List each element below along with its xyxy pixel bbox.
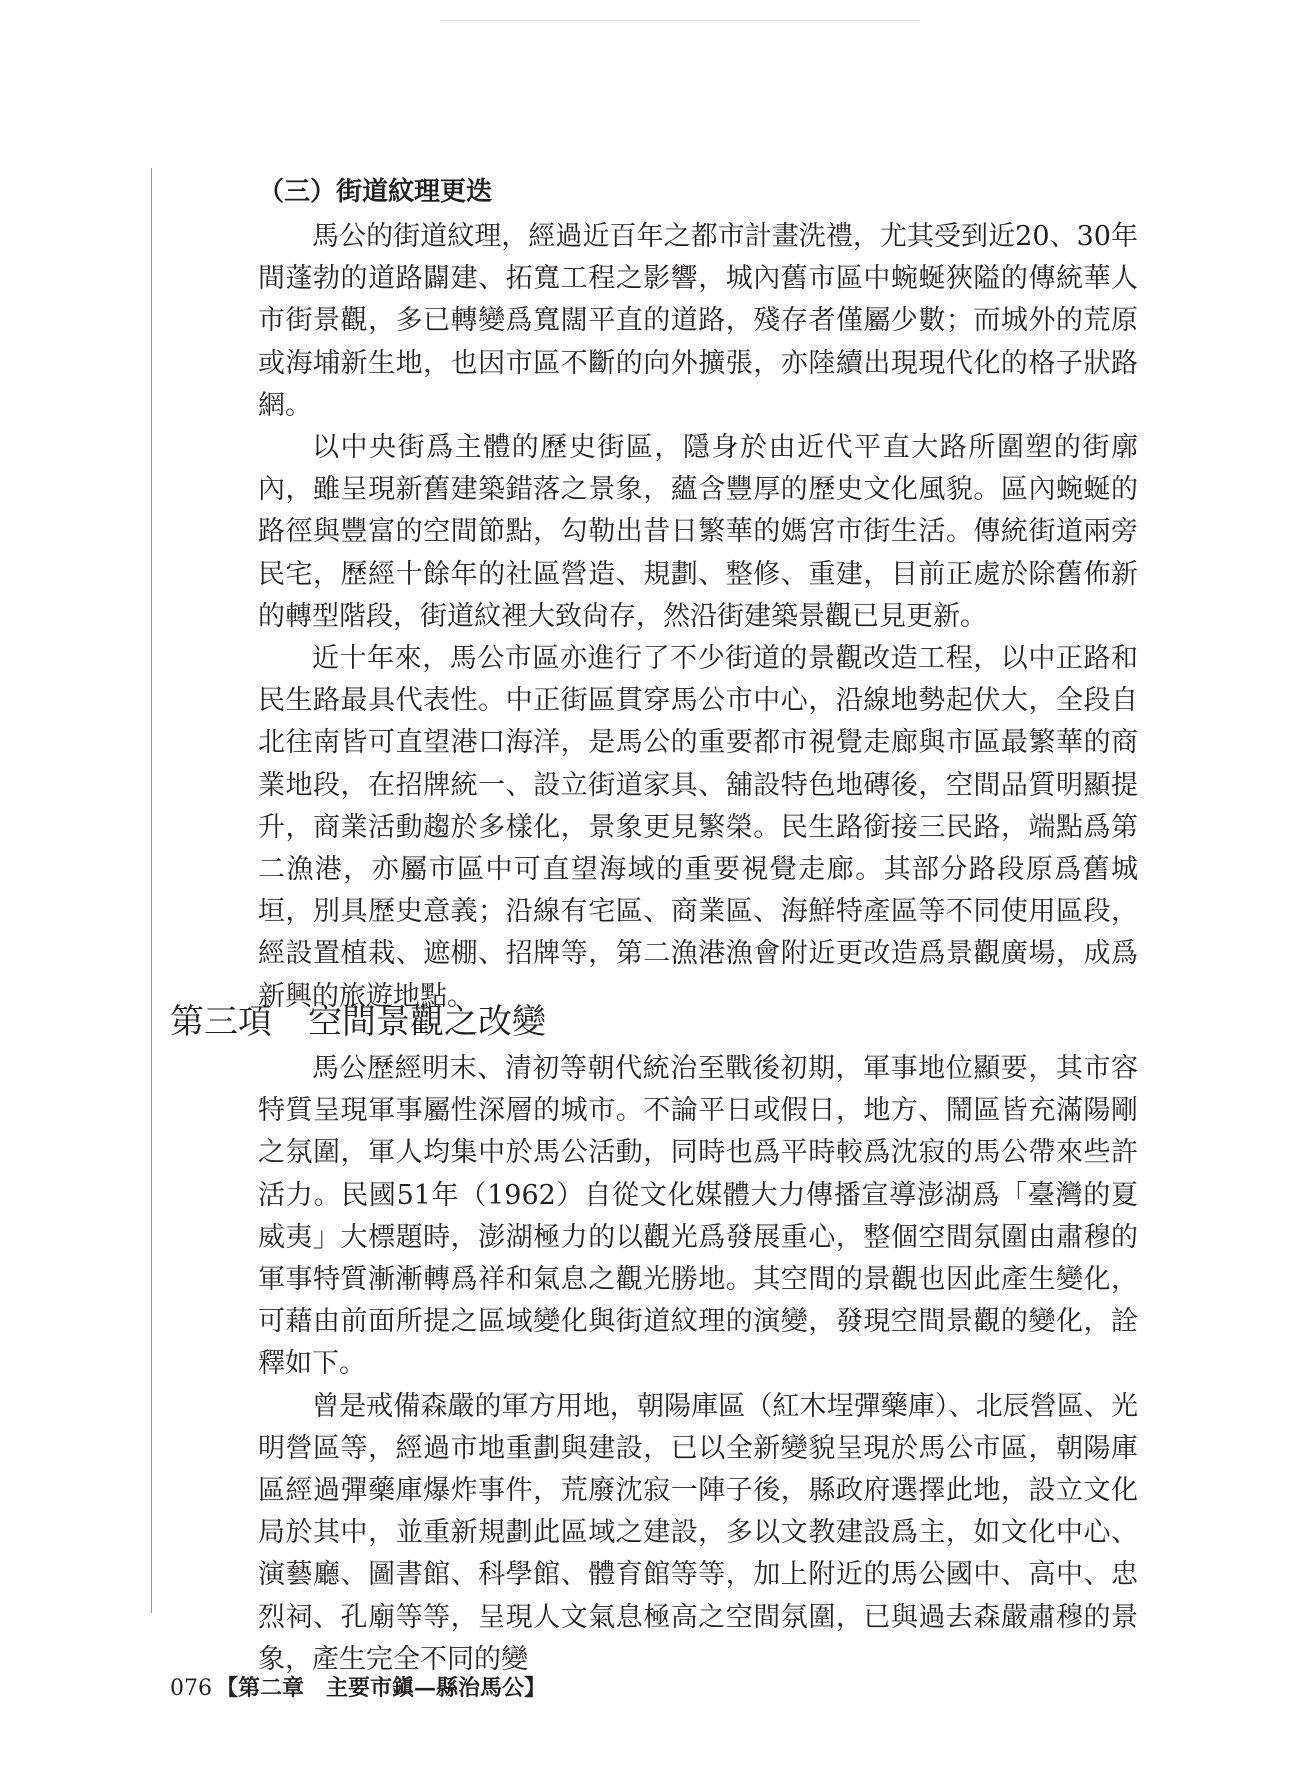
section-title: 空間景觀之改變 [308, 1002, 546, 1042]
section-label: 第三項 [170, 1002, 272, 1042]
body-paragraph: 馬公歷經明末、清初等朝代統治至戰後初期，軍事地位顯要，其市容特質呈現軍事屬性深層的城市。不論平日或假日，地方、鬧區皆充滿陽剛之氛圍，軍人均集中於馬公活動，同時也爲平時較爲沈寂的馬公帶來些許活力。民國51年（1962）自從文化媒體大力傳播宣導澎湖爲「臺灣的夏威夷」大標題時，澎湖極力的以觀光爲發展重心，整個空間氛圍由肅穆的軍事特質漸漸轉爲祥和氣息之觀光勝地。其空間的景觀也因此產生變化，可藉由前面所提之區域變化與街道紋理的演變，發現空間景觀的變化，詮釋如下。 [258, 1053, 1138, 1380]
section-heading [170, 998, 546, 1046]
section-body [258, 1048, 1138, 1681]
subsection-heading: （三）街道紋理更迭 [258, 177, 493, 207]
subsection-body [258, 216, 1138, 1018]
chapter-title: 【第二章 主要市鎭—縣治馬公】 [216, 1675, 547, 1701]
body-paragraph: 曾是戒備森嚴的軍方用地，朝陽庫區（紅木埕彈藥庫）、北辰營區、光明營區等，經過市地重劃與建設，已以全新變貌呈現於馬公市區，朝陽庫區經過彈藥庫爆炸事件，荒廢沈寂一陣子後，縣政府選擇此地，設立文化局於其中，並重新規劃此區域之建設，多以文教建設爲主，如文化中心、演藝廳、圖書館、科學館、體育館等等，加上附近的馬公國中、高中、忠烈祠、孔廟等等，呈現人文氣息極高之空間氛圍，已與過去森嚴肅穆的景象，產生完全不同的變 [258, 1390, 1138, 1675]
header-rule [440, 20, 920, 21]
page-footer [170, 1672, 546, 1705]
margin-rule [151, 168, 152, 1613]
body-paragraph: 馬公的街道紋理，經過近百年之都市計畫洗禮，尤其受到近20、30年間蓬勃的道路闢建、拓寬工程之影響，城內舊市區中蜿蜒狹隘的傳統華人市街景觀，多已轉變爲寬闊平直的道路，殘存者僅屬少數；而城外的荒原或海埔新生地，也因市區不斷的向外擴張，亦陸續出現現代化的格子狀路網。 [258, 221, 1138, 421]
page-number: 076 [170, 1676, 212, 1701]
body-paragraph: 近十年來，馬公市區亦進行了不少街道的景觀改造工程，以中正路和民生路最具代表性。中正街區貫穿馬公市中心，沿線地勢起伏大，全段自北往南皆可直望港口海洋，是馬公的重要都市視覺走廊與市區最繁華的商業地段，在招牌統一、設立街道家具、舖設特色地磚後，空間品質明顯提升，商業活動趨於多樣化，景象更見繁榮。民生路銜接三民路，端點爲第二漁港，亦屬市區中可直望海域的重要視覺走廊。其部分路段原爲舊城垣，別具歷史意義；沿線有宅區、商業區、海鮮特產區等不同使用區段，經設置植栽、遮棚、招牌等，第二漁港漁會附近更改造爲景觀廣場，成爲新興的旅遊地點。 [258, 643, 1138, 1012]
body-paragraph: 以中央街爲主體的歷史街區，隱身於由近代平直大路所圍塑的街廓內，雖呈現新舊建築錯落之景象，蘊含豐厚的歷史文化風貌。區內蜿蜒的路徑與豐富的空間節點，勾勒出昔日繁華的媽宮市街生活。傳統街道兩旁民宅，歷經十餘年的社區營造、規劃、整修、重建，目前正處於除舊佈新的轉型階段，街道紋裡大致尙存，然沿街建築景觀已見更新。 [258, 432, 1138, 632]
